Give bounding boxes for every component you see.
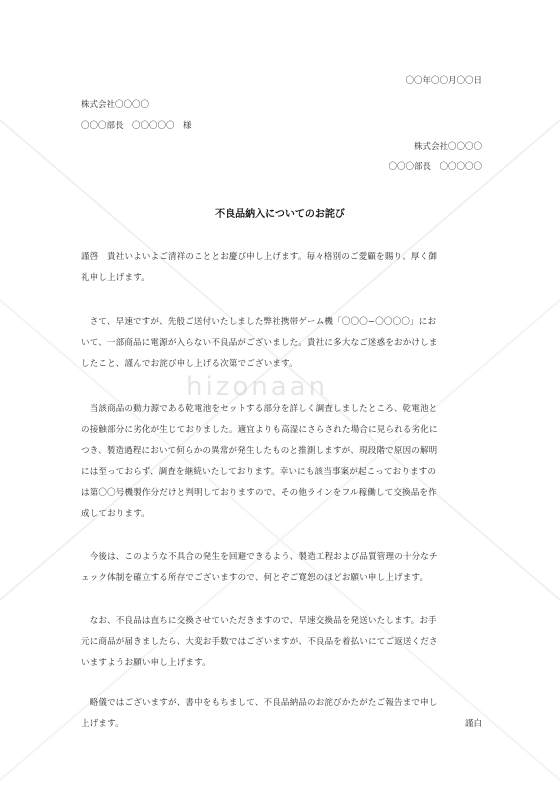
body-line: なお、不良品は直ちに交換させていただきますので、早速交換品を発送いたします。お手: [81, 616, 437, 626]
body-line: 上げます。: [81, 719, 124, 729]
closing-word: 謹白: [464, 719, 482, 729]
body-line: には至っておらず、調査を継続いたしております。幸いにも該当事案が起こっておりますの: [81, 467, 437, 477]
body-line: 礼申し上げます。: [81, 273, 150, 283]
body-line: したこと、謹んでお詫び申し上げる次第でございます。: [81, 359, 298, 369]
body-line: 成しております。: [81, 509, 150, 519]
body-line: いますようお願い申し上げます。: [81, 658, 211, 668]
body-line: 略儀ではございますが、書中をもちまして、不良品納品のお詫びかたがたご報告まで申し: [81, 698, 438, 708]
body-line: つき、製造過程において何らかの異常が発生したものと推測しますが、現段階で原因の解明: [81, 446, 438, 456]
body-line: の接触部分に劣化が生じておりました。適宜よりも高湿にさらされた場合に見られる劣化に: [81, 425, 438, 435]
letter-date: 〇〇年〇〇月〇〇日: [405, 76, 482, 86]
body-line: 今後は、このような不具合の発生を回避できるよう、製造工程および品質管理の十分なチ: [81, 552, 438, 562]
recipient-company: 株式会社〇〇〇〇: [81, 100, 150, 110]
sender-company: 株式会社〇〇〇〇: [413, 142, 482, 152]
sender-person: 〇〇〇部長 〇〇〇〇〇: [388, 162, 482, 172]
body-line: 当該商品の動力源である乾電池をセットする部分を詳しく調査しましたところ、乾電池と: [81, 404, 438, 414]
watermark-logo: hizonaan: [186, 372, 329, 402]
body-line: は第〇〇号機製作分だけと判明しておりますので、その他ラインをフル稼働して交換品を作: [81, 488, 437, 498]
body-line: いて、一部商品に電源が入らない不良品がございました。貴社に多大なご迷惑をおかけしま: [81, 338, 438, 348]
body-line: 元に商品が届きましたら、大変お手数ではございますが、不良品を着払いにてご返送くださ: [81, 637, 438, 647]
letter-title: 不良品納入についてのお詫び: [215, 209, 345, 220]
body-line: さて、早速ですが、先般ご送付いたしました弊社携帯ゲーム機「〇〇〇−〇〇〇〇」にお: [81, 317, 437, 327]
recipient-person: 〇〇〇部長 〇〇〇〇〇 様: [81, 121, 192, 131]
body-line: ェック体制を確立する所存でございますので、何とぞご寛恕のほどお願い申し上げます。: [81, 573, 429, 583]
body-line: 謹啓 貴社いよいよご清祥のこととお慶び申し上げます。毎々格別のご愛顧を賜り、厚く御: [81, 252, 438, 262]
